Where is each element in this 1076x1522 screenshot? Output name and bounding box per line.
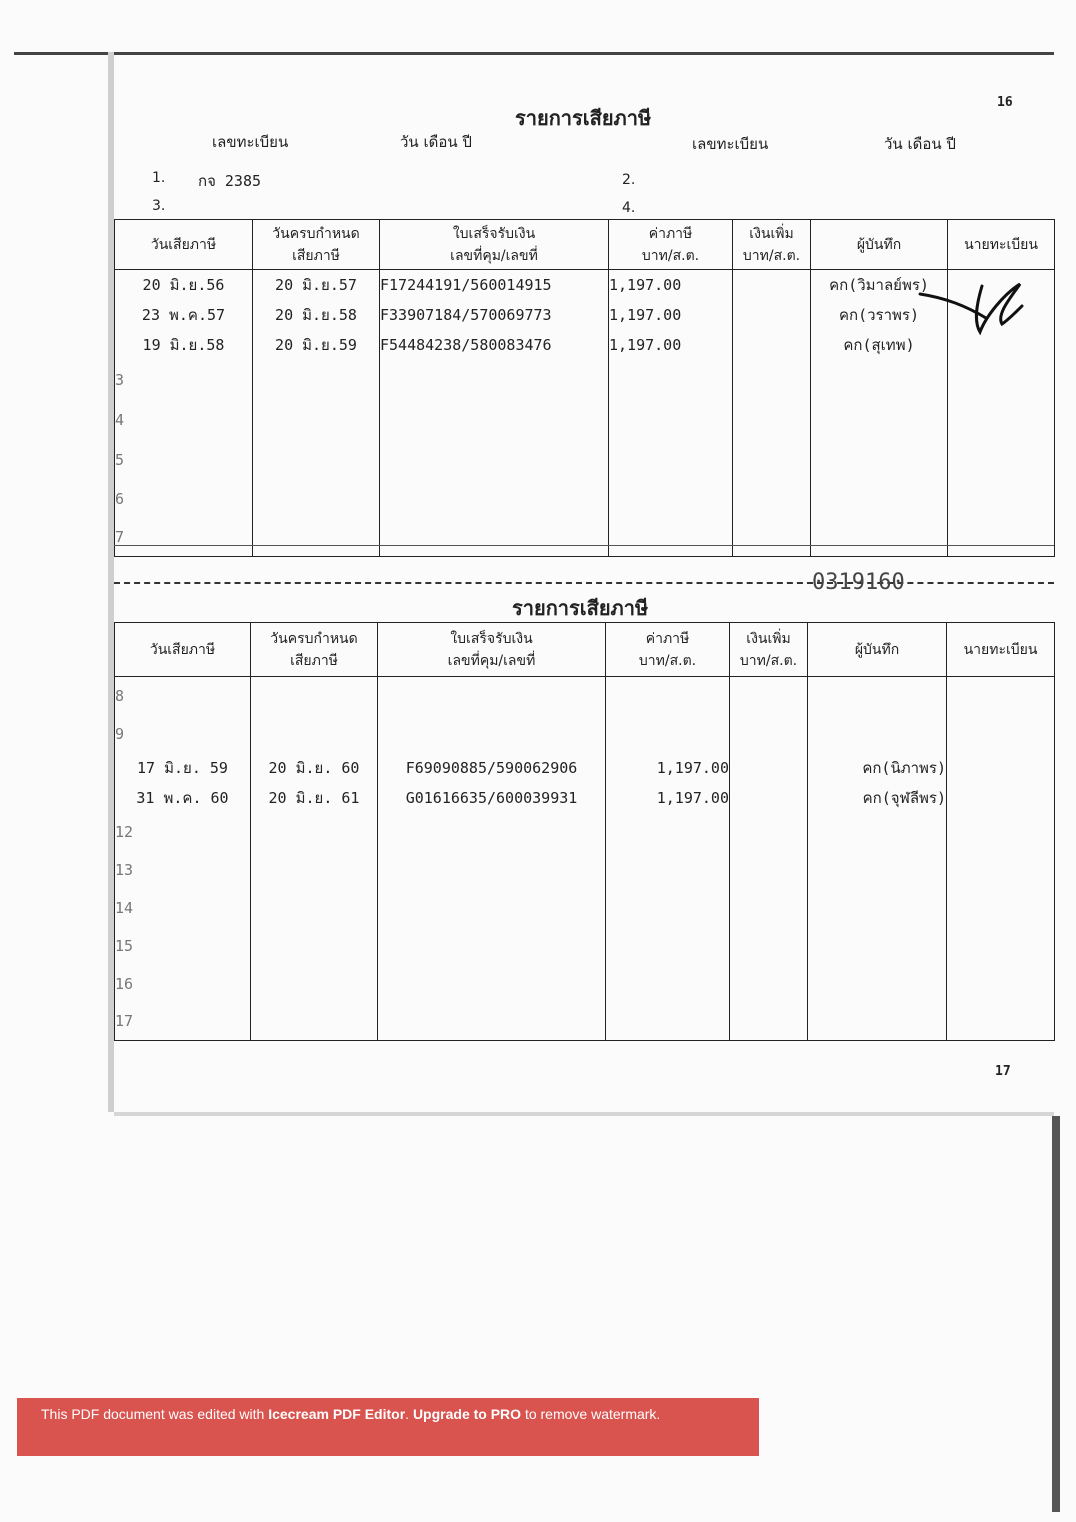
upper-header-row: [115, 220, 1055, 270]
table-row: [115, 330, 1055, 360]
upper-tax-table: [114, 219, 1055, 557]
reg-num-2: 2.: [622, 172, 636, 188]
table-row: [115, 851, 1055, 889]
row-number: 4: [115, 400, 253, 440]
cell-receipt: F54484238/580083476: [380, 330, 609, 360]
table-row: [115, 440, 1055, 480]
col-receipt: ใบเสร็จรับเงิน เลขที่คุม/เลขที่: [378, 623, 606, 677]
cell-recorder: คก(นิภาพร): [808, 753, 947, 783]
table-row: [115, 965, 1055, 1003]
col-registrar: นายทะเบียน: [947, 623, 1055, 677]
reg-num-3: 3.: [152, 198, 166, 214]
cell-recorder: คก(จุฬลีพร): [808, 783, 947, 813]
row-number: 7: [115, 518, 253, 556]
row-number: 13: [115, 851, 251, 889]
perforation-line: [114, 582, 1054, 584]
cell-due-date: 20 มิ.ย.57: [253, 270, 380, 301]
col-extra: เงินเพิ่ม บาท/ส.ต.: [730, 623, 808, 677]
col-tax: ค่าภาษี บาท/ส.ต.: [609, 220, 733, 270]
date-label-left: วัน เดือน ปี: [400, 133, 472, 151]
cell-extra: [733, 300, 811, 330]
scan-edge-bottom: [114, 1112, 1054, 1116]
table-row: [115, 677, 1055, 715]
cell-receipt: F33907184/570069773: [380, 300, 609, 330]
table-row: [115, 927, 1055, 965]
col-due-date: วันครบกำหนด เสียภาษี: [251, 623, 378, 677]
table-row: [115, 480, 1055, 518]
cell-recorder: คก(สุเทพ): [811, 330, 948, 360]
table-row: [115, 783, 1055, 813]
reg-label-left: เลขทะเบียน: [212, 133, 289, 151]
cell-extra: [733, 330, 811, 360]
row-number: 8: [115, 677, 251, 715]
table-row: [115, 300, 1055, 330]
date-label-right: วัน เดือน ปี: [884, 135, 956, 153]
cell-tax: 1,197.00: [606, 753, 730, 783]
cell-tax-date: 23 พ.ค.57: [115, 300, 253, 330]
table-row: [115, 889, 1055, 927]
row-number: 9: [115, 715, 251, 753]
reg-num-4: 4.: [622, 200, 636, 216]
row-number: 3: [115, 360, 253, 400]
table-row: [115, 1003, 1055, 1041]
table-row: [115, 360, 1055, 400]
cell-tax: 1,197.00: [606, 783, 730, 813]
scan-edge-top: [14, 52, 1054, 55]
reg-num-1: 1.: [152, 170, 166, 186]
cell-tax-date: 17 มิ.ย. 59: [115, 753, 251, 783]
row-number: 6: [115, 480, 253, 518]
cell-tax: 1,197.00: [609, 300, 733, 330]
lower-tax-table: [114, 622, 1055, 1041]
lower-title: รายการเสียภาษี: [512, 596, 649, 620]
stamp-number: 0319160: [812, 570, 905, 595]
cell-recorder: คก(วิมาลย์พร): [811, 270, 948, 301]
scan-edge-right: [1052, 1116, 1060, 1512]
reg-label-right: เลขทะเบียน: [692, 135, 769, 153]
cell-tax-date: 19 มิ.ย.58: [115, 330, 253, 360]
col-tax-date: วันเสียภาษี: [115, 220, 253, 270]
table-row: [115, 753, 1055, 783]
cell-receipt: F17244191/560014915: [380, 270, 609, 301]
cell-tax-date: 20 มิ.ย.56: [115, 270, 253, 301]
row-number: 5: [115, 440, 253, 480]
cell-due-date: 20 มิ.ย.59: [253, 330, 380, 360]
cell-extra: [730, 783, 808, 813]
watermark-banner[interactable]: [17, 1398, 759, 1456]
lower-header-row: [115, 623, 1055, 677]
page-number-top: 16: [997, 95, 1013, 110]
page-number-bottom: 17: [995, 1064, 1011, 1079]
col-extra: เงินเพิ่ม บาท/ส.ต.: [733, 220, 811, 270]
cell-tax: 1,197.00: [609, 270, 733, 301]
col-due-date: วันครบกำหนด เสียภาษี: [253, 220, 380, 270]
cell-tax: 1,197.00: [609, 330, 733, 360]
col-recorder: ผู้บันทึก: [808, 623, 947, 677]
cell-extra: [730, 753, 808, 783]
table-row: [115, 813, 1055, 851]
cell-registrar: [947, 783, 1055, 813]
row-number: 12: [115, 813, 251, 851]
registrar-signature: [916, 276, 1026, 336]
table-row: [115, 400, 1055, 440]
row-number: 17: [115, 1003, 251, 1041]
reg-value-1: กจ 2385: [198, 172, 262, 190]
cell-tax-date: 31 พ.ค. 60: [115, 783, 251, 813]
cell-recorder: คก(วราพร): [811, 300, 948, 330]
col-receipt: ใบเสร็จรับเงิน เลขที่คุม/เลขที่: [380, 220, 609, 270]
cell-receipt: G01616635/600039931: [378, 783, 606, 813]
cell-registrar: [947, 753, 1055, 783]
cell-due-date: 20 มิ.ย.58: [253, 300, 380, 330]
col-tax-date: วันเสียภาษี: [115, 623, 251, 677]
col-recorder: ผู้บันทึก: [811, 220, 948, 270]
col-registrar: นายทะเบียน: [948, 220, 1055, 270]
row-number: 14: [115, 889, 251, 927]
cell-receipt: F69090885/590062906: [378, 753, 606, 783]
row-number: 16: [115, 965, 251, 1003]
cell-due-date: 20 มิ.ย. 60: [251, 753, 378, 783]
cell-extra: [733, 270, 811, 301]
stamp-strip: [114, 545, 1054, 596]
table-row: [115, 715, 1055, 753]
col-tax: ค่าภาษี บาท/ส.ต.: [606, 623, 730, 677]
upper-title: รายการเสียภาษี: [515, 106, 652, 130]
watermark-text: This PDF document was edited with Icecream PDF Editor. Upgrade to PRO to remove watermark.: [41, 1406, 661, 1422]
cell-due-date: 20 มิ.ย. 61: [251, 783, 378, 813]
row-number: 15: [115, 927, 251, 965]
table-row: [115, 270, 1055, 301]
